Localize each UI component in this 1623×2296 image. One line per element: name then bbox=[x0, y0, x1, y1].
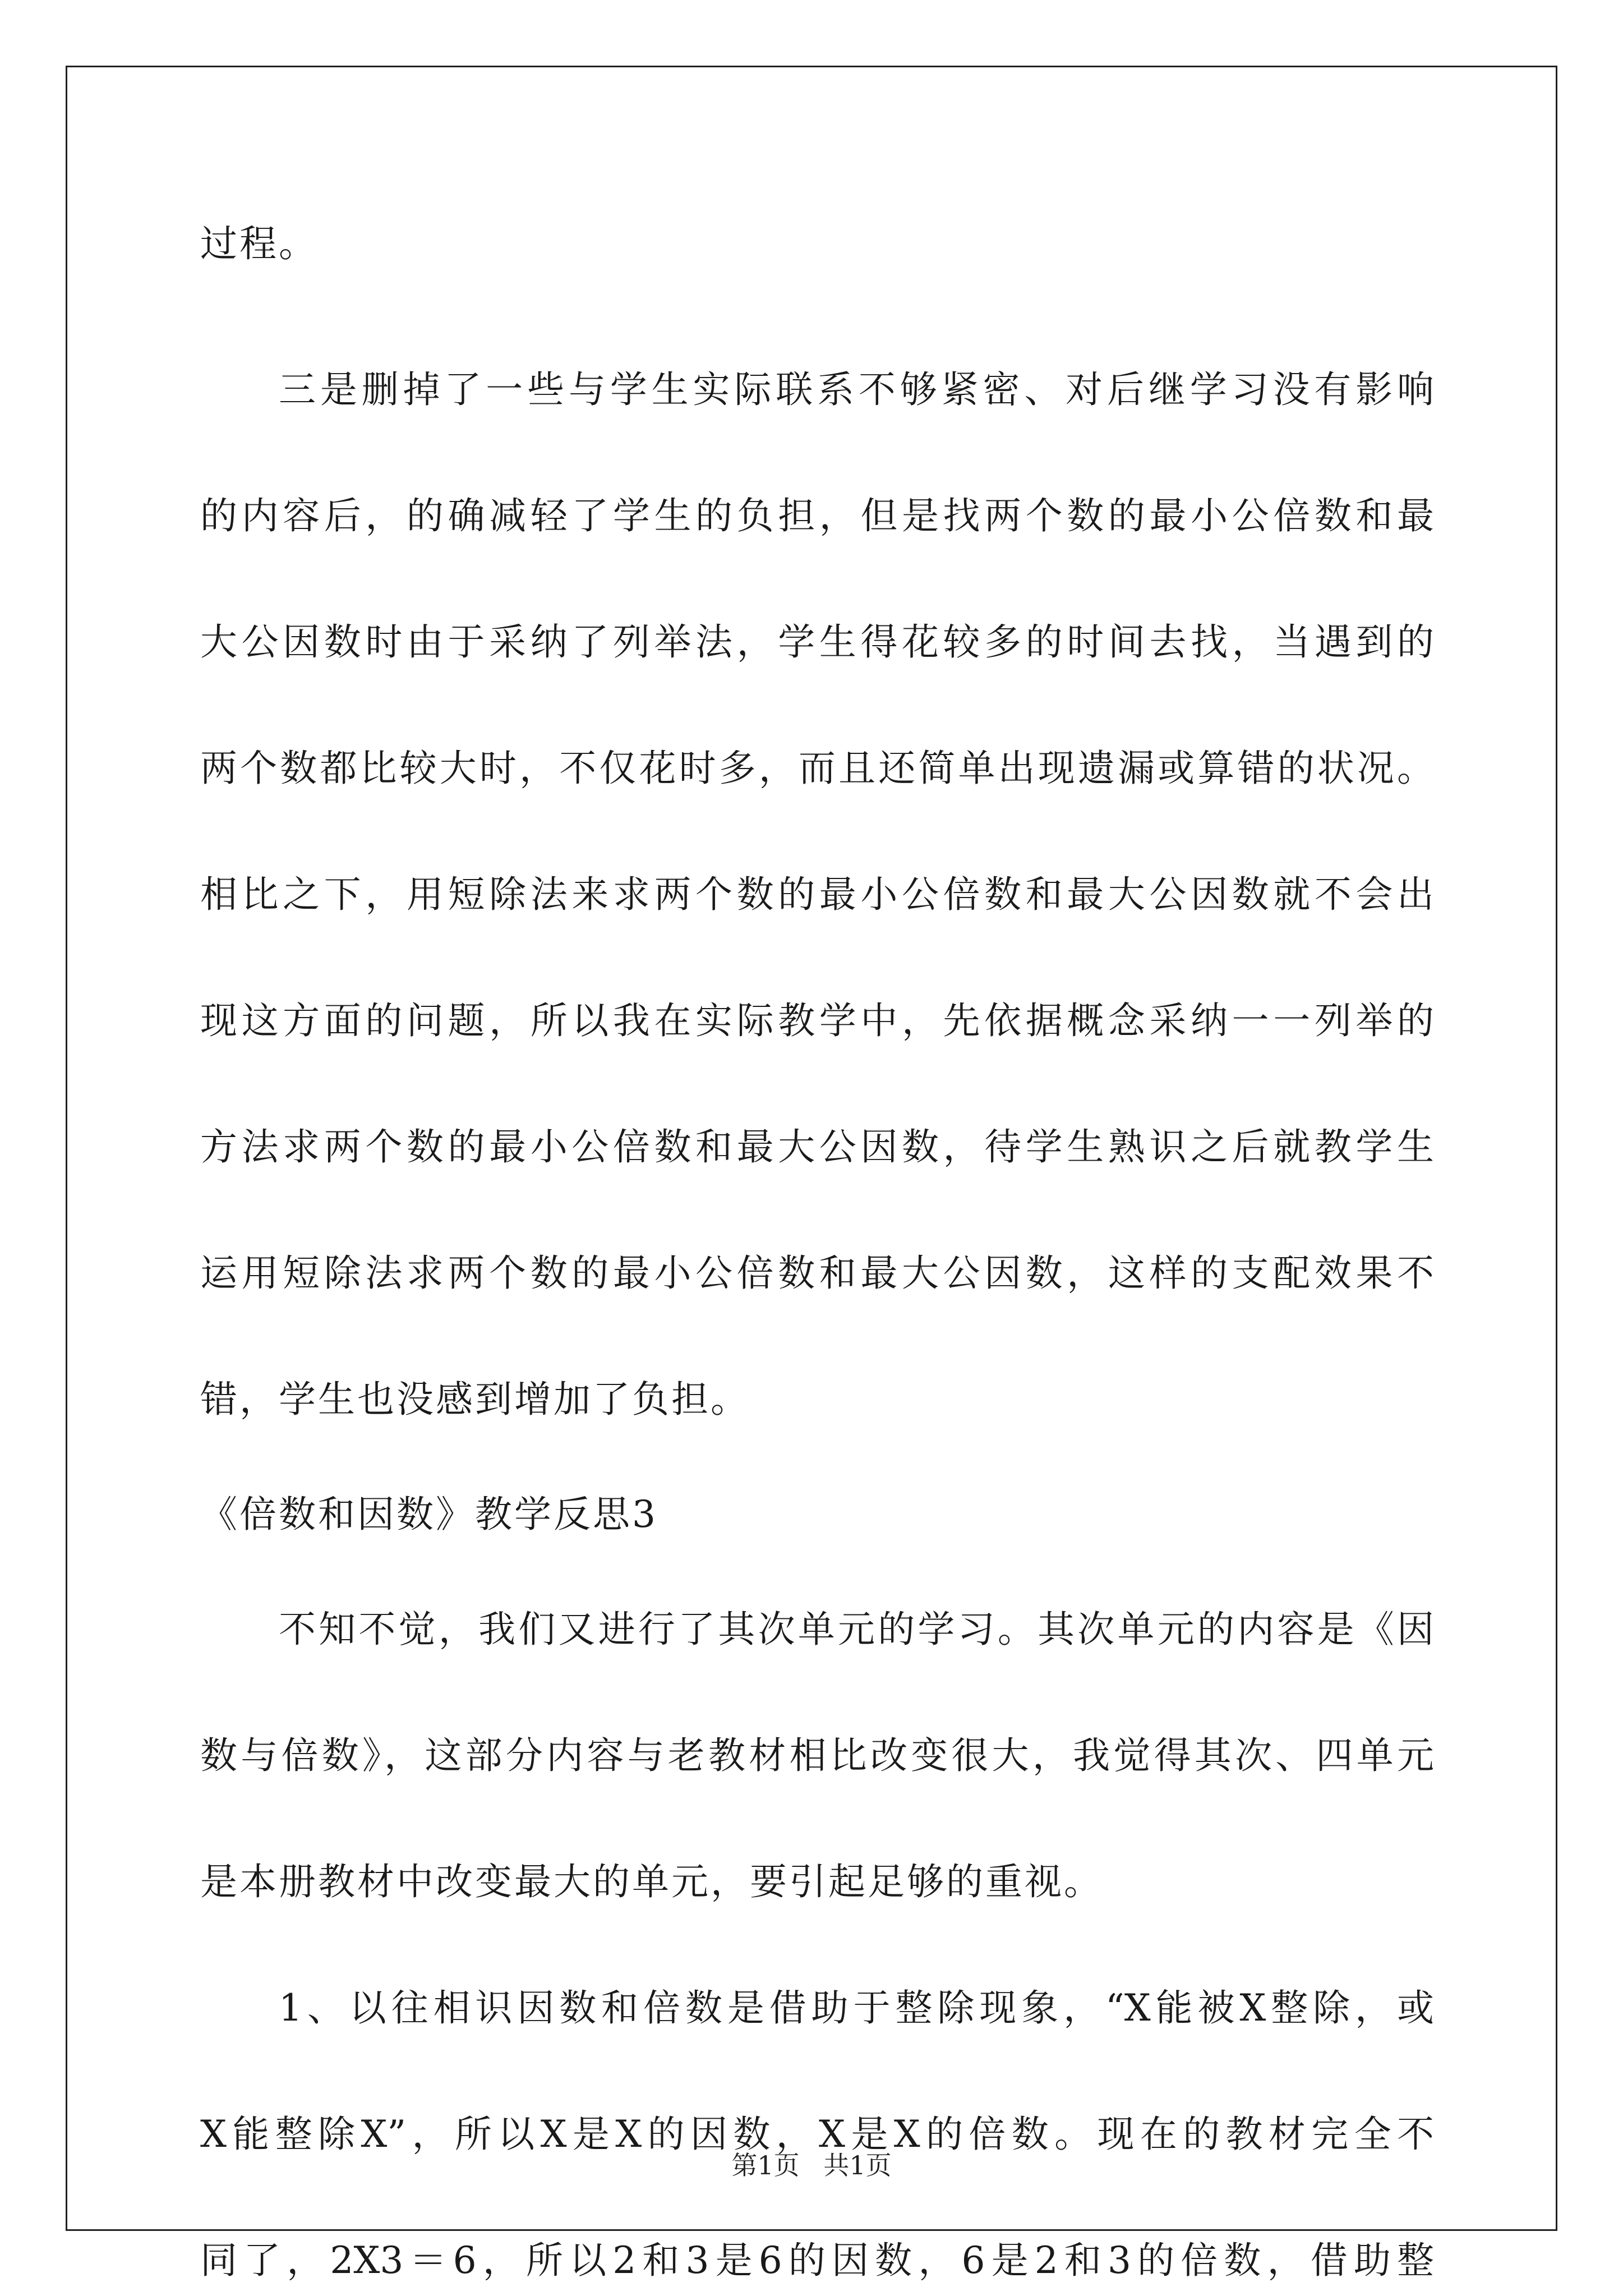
text-line-5: 两个数都比较大时，不仅花时多，而且还简单出现遗漏或算错的状况。 bbox=[200, 747, 1434, 790]
text-line-16: X能整除X”，所以X是X的因数，X是X的倍数。现在的教材完全不 bbox=[200, 2113, 1434, 2156]
text-line-4: 大公因数时由于采纳了列举法，学生得花较多的时间去找，当遇到的 bbox=[200, 620, 1434, 664]
text-line-10: 错，学生也没感到增加了负担。 bbox=[200, 1378, 750, 1421]
page-total: 共1页 bbox=[823, 2150, 892, 2180]
text-line-8: 方法求两个数的最小公倍数和最大公因数，待学生熟识之后就教学生 bbox=[200, 1125, 1434, 1168]
text-line-3: 的内容后，的确减轻了学生的负担，但是找两个数的最小公倍数和最 bbox=[200, 494, 1434, 537]
text-line-6: 相比之下，用短除法来求两个数的最小公倍数和最大公因数就不会出 bbox=[200, 873, 1434, 916]
text-line-9: 运用短除法求两个数的最小公倍数和最大公因数，这样的支配效果不 bbox=[200, 1251, 1434, 1295]
page-number: 第1页 bbox=[731, 2150, 800, 2180]
text-line-1: 过程。 bbox=[200, 222, 318, 265]
section-heading: 《倍数和因数》教学反思3 bbox=[200, 1493, 658, 1536]
text-line-15: 1、以往相识因数和倍数是借助于整除现象，“X能被X整除，或 bbox=[279, 1986, 1434, 2030]
page-footer bbox=[0, 2148, 1623, 2182]
text-line-13: 数与倍数》，这部分内容与老教材相比改变很大，我觉得其次、四单元 bbox=[200, 1734, 1434, 1777]
text-line-14: 是本册教材中改变最大的单元，要引起足够的重视。 bbox=[200, 1860, 1103, 1903]
text-line-7: 现这方面的问题，所以我在实际教学中，先依据概念采纳一一列举的 bbox=[200, 999, 1434, 1042]
text-line-17: 同了，2X3＝6，所以2和3是6的因数，6是2和3的倍数，借助整 bbox=[200, 2239, 1434, 2282]
text-line-12: 不知不觉，我们又进行了其次单元的学习。其次单元的内容是《因 bbox=[279, 1608, 1434, 1651]
text-line-2: 三是删掉了一些与学生实际联系不够紧密、对后继学习没有影响 bbox=[279, 368, 1434, 411]
